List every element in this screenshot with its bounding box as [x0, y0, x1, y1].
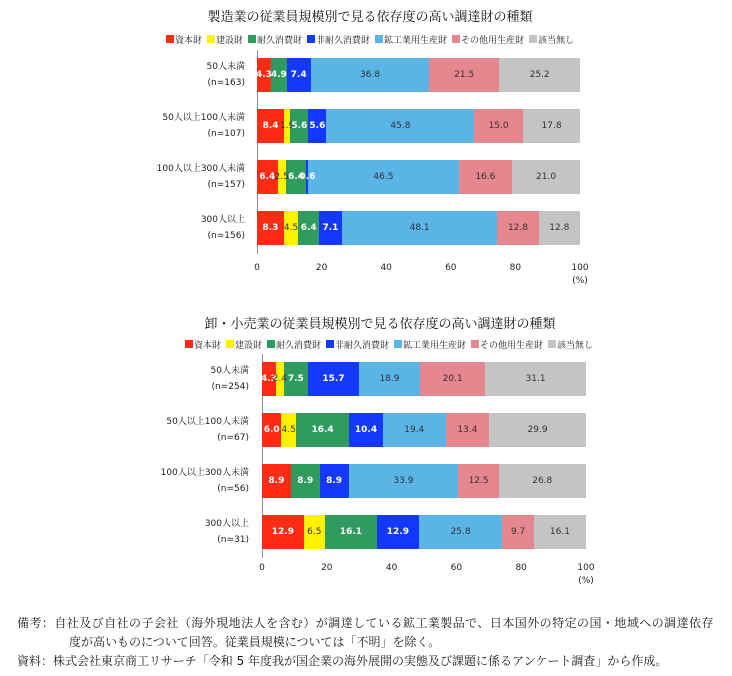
- note-text: 度が高いものについて回答。従業員規模については「不明」を除く。: [69, 635, 441, 649]
- legend-label: 建設財: [234, 340, 262, 351]
- plot-area: [0, 305, 732, 605]
- category-name: 100人以上300人未満: [160, 468, 249, 478]
- data-label: 6.4: [288, 172, 305, 182]
- data-label: 8.9: [297, 476, 314, 486]
- data-label: 2.5: [274, 172, 289, 182]
- data-label: 17.8: [541, 121, 562, 131]
- legend-label: 鉱工業用生産財: [403, 340, 467, 351]
- data-label: 5.6: [291, 121, 308, 131]
- data-label: 6.5: [307, 527, 322, 537]
- legend-label: 建設財: [215, 35, 243, 46]
- data-label: 18.9: [379, 374, 400, 384]
- category-name: 50人以上100人未満: [162, 113, 245, 123]
- x-tick-label: 20: [315, 263, 328, 273]
- x-tick-label: 100: [577, 563, 595, 573]
- sample-size: (n=107): [207, 129, 245, 139]
- data-label: 8.9: [268, 476, 285, 486]
- x-tick-label: 20: [321, 563, 333, 573]
- data-label: 9.7: [510, 527, 526, 537]
- data-label: 16.1: [549, 527, 570, 537]
- note-text: 自社及び自社の子会社（海外現地法人を含む）が調達している鉱工業製品で、日本国外の特定の国・地域への調達依存: [54, 616, 714, 630]
- category-label: [135, 110, 245, 142]
- data-label: 8.9: [326, 476, 343, 486]
- data-label: 4.5: [281, 425, 296, 435]
- note-label: 備考：: [17, 616, 55, 630]
- category-name: 100人以上300人未満: [156, 164, 245, 174]
- data-label: 5.6: [309, 121, 326, 131]
- category-label: [135, 212, 245, 244]
- x-tick-label: 100: [571, 263, 589, 273]
- data-label: 15.0: [488, 121, 509, 131]
- category-label: [139, 465, 249, 497]
- data-label: 8.4: [262, 121, 279, 131]
- data-label: 7.4: [290, 70, 307, 80]
- data-label: 25.2: [529, 70, 550, 80]
- legend-label: 該当無し: [557, 340, 594, 351]
- data-label: 16.4: [311, 425, 334, 435]
- source-label: 資料：: [17, 654, 54, 668]
- legend-label: 鉱工業用生産財: [384, 35, 448, 46]
- legend-label: 資本財: [174, 35, 202, 46]
- data-label: 21.5: [454, 70, 475, 80]
- source-text: 株式会社東京商工リサーチ「令和 5 年度我が国企業の海外展開の実態及び課題に係るアンケート調査」から作成。: [53, 654, 668, 668]
- data-label: 4.9: [270, 70, 287, 80]
- data-label: 15.7: [322, 374, 345, 384]
- data-label: 8.3: [262, 223, 279, 233]
- data-label: 0.6: [299, 172, 316, 182]
- sample-size: (n=254): [211, 382, 249, 392]
- category-label: [135, 161, 245, 193]
- x-tick-label: 60: [450, 563, 463, 573]
- data-label: 7.1: [322, 223, 339, 233]
- category-name: 50人以上100人未満: [166, 417, 249, 427]
- chart-title: 卸・小売業の従業員規模別で見る依存度の高い調達財の種類: [204, 317, 556, 332]
- data-label: 19.4: [404, 425, 425, 435]
- category-label: [135, 59, 245, 91]
- sample-size: (n=163): [207, 78, 245, 88]
- note-line: [17, 614, 714, 633]
- data-label: 6.0: [263, 425, 280, 435]
- data-label: 26.8: [532, 476, 553, 486]
- data-label: 36.8: [360, 70, 381, 80]
- data-label: 33.9: [393, 476, 414, 486]
- legend-label: 非耐久消費財: [334, 340, 389, 351]
- data-label: 4.5: [283, 223, 299, 233]
- plot-area: [0, 0, 732, 300]
- manufacturing-chart: [0, 0, 732, 300]
- data-label: 7.5: [287, 374, 304, 384]
- data-label: 25.8: [450, 527, 471, 537]
- data-label: 12.9: [271, 527, 294, 537]
- category-name: 300人以上: [200, 215, 245, 225]
- x-tick-label: 40: [385, 563, 398, 573]
- data-label: 20.1: [442, 374, 463, 384]
- data-label: 48.1: [409, 223, 430, 233]
- data-label: 6.4: [259, 172, 276, 182]
- legend-label: 資本財: [193, 340, 221, 351]
- sample-size: (n=157): [207, 180, 245, 190]
- category-label: [139, 363, 249, 395]
- data-label: 12.8: [549, 223, 570, 233]
- data-label: 6.4: [300, 223, 317, 233]
- x-tick-label: 40: [380, 263, 392, 273]
- category-label: [139, 414, 249, 446]
- data-label: 21.0: [536, 172, 557, 182]
- sample-size: (n=31): [217, 535, 249, 545]
- legend-label: 該当無し: [538, 35, 575, 46]
- data-label: 31.1: [525, 374, 546, 384]
- data-label: 12.8: [507, 223, 528, 233]
- legend-label: 耐久消費財: [275, 340, 321, 351]
- x-axis-unit: (%): [572, 276, 588, 286]
- data-label: 46.5: [373, 172, 394, 182]
- category-name: 300人以上: [204, 519, 249, 529]
- sample-size: (n=56): [217, 484, 249, 494]
- legend-label: その他用生産財: [461, 35, 525, 46]
- data-label: 29.9: [527, 425, 548, 435]
- x-tick-label: 80: [509, 263, 522, 273]
- data-label: 45.8: [390, 121, 411, 131]
- wholesale-retail-chart: [0, 305, 732, 605]
- source-line: [17, 652, 667, 671]
- data-label: 4.3: [255, 70, 272, 80]
- x-tick-label: 0: [254, 263, 260, 273]
- data-label: 4.3: [260, 374, 277, 384]
- x-axis-unit: (%): [578, 576, 594, 586]
- sample-size: (n=156): [207, 231, 245, 241]
- x-tick-label: 0: [259, 563, 265, 573]
- data-label: 16.6: [475, 172, 496, 182]
- note-line: [69, 633, 440, 652]
- category-label: [139, 516, 249, 548]
- category-name: 50人未満: [210, 366, 249, 376]
- data-label: 16.1: [339, 527, 363, 537]
- legend-label: 非耐久消費財: [315, 35, 370, 46]
- legend-label: 耐久消費財: [256, 35, 302, 46]
- x-tick-label: 60: [445, 263, 457, 273]
- data-label: 12.5: [468, 476, 489, 486]
- data-label: 2.4: [272, 374, 287, 384]
- data-label: 1.9: [280, 121, 295, 131]
- x-tick-label: 80: [515, 563, 527, 573]
- chart-title: 製造業の従業員規模別で見る依存度の高い調達財の種類: [207, 10, 533, 25]
- data-label: 10.4: [354, 425, 378, 435]
- legend-label: その他用生産財: [480, 340, 544, 351]
- sample-size: (n=67): [217, 433, 249, 443]
- data-label: 13.4: [457, 425, 478, 435]
- data-label: 12.9: [386, 527, 410, 537]
- category-name: 50人未満: [206, 62, 245, 72]
